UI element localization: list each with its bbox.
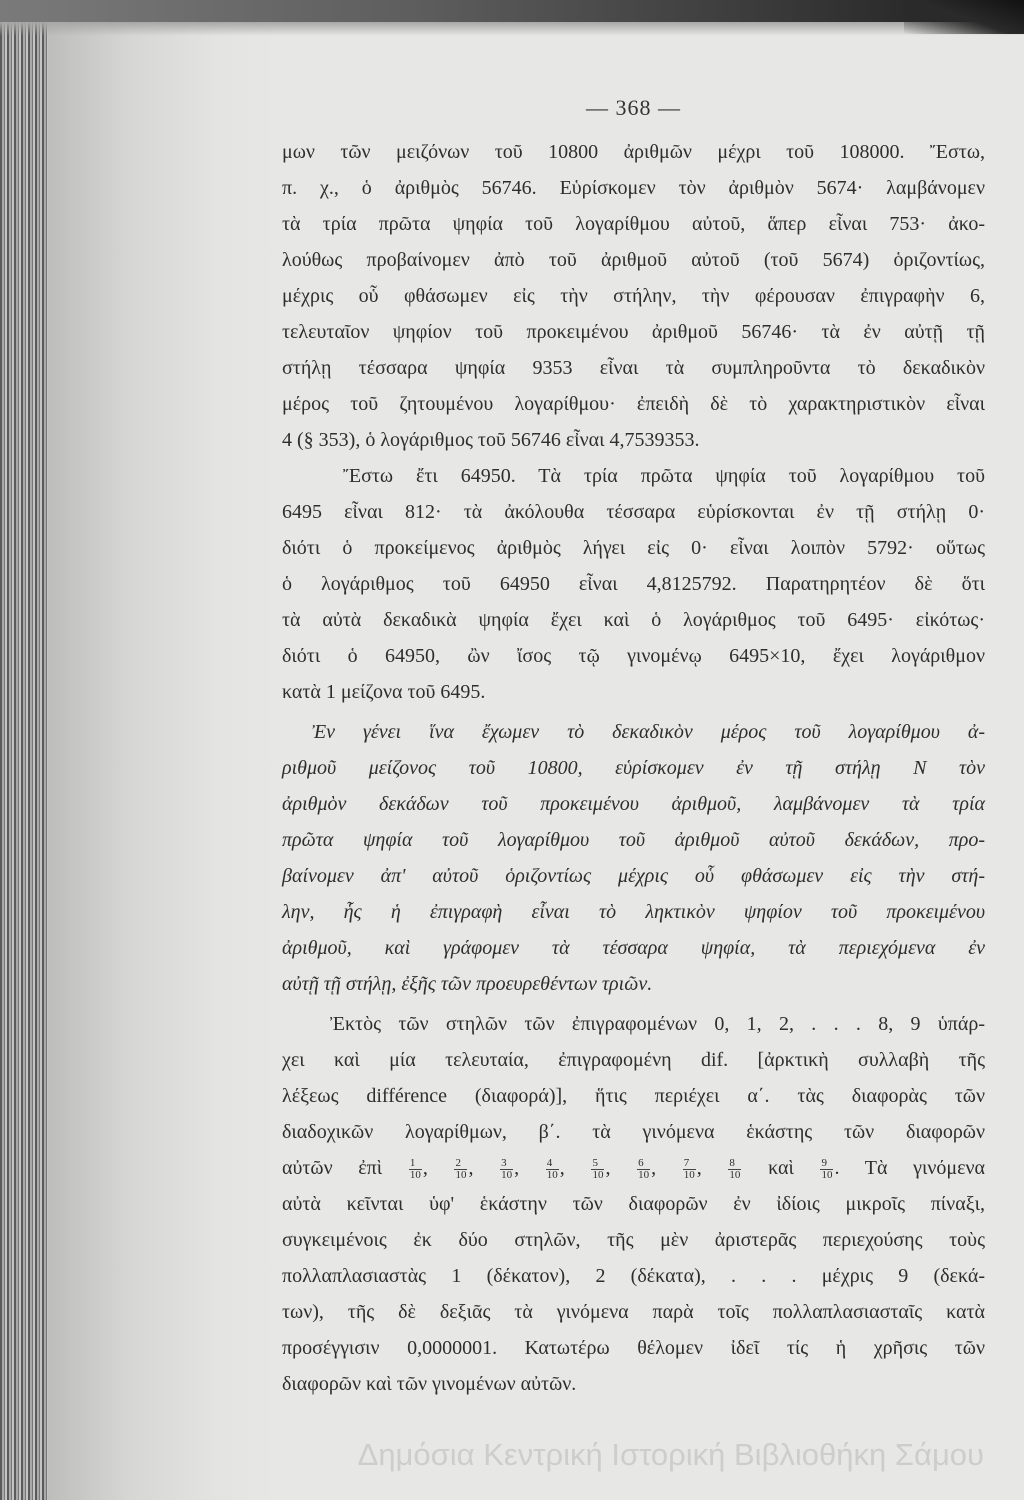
text-line: διαφορῶν καὶ τῶν γινομένων αὐτῶν. — [282, 1373, 577, 1395]
text-line: βαίνομεν ἀπ' αὐτοῦ ὁριζοντίως μέχρις οὗ φθάσωμεν εἰς τὴν στή- — [282, 865, 985, 887]
fraction-denominator: 10 — [729, 1168, 741, 1181]
paragraph-2 — [282, 458, 985, 710]
fraction-separator: , — [422, 1157, 428, 1179]
book-top-edge — [0, 0, 1024, 22]
text-line: Ἔστω ἔτι 64950. Τὰ τρία πρῶτα ψηφία τοῦ λογαρίθμου τοῦ — [343, 465, 985, 487]
text-line: τὰ αὐτὰ δεκαδικὰ ψηφία ἔχει καὶ ὁ λογάριθμος τοῦ 6495· εἰκότως· — [282, 609, 985, 631]
text-line: ἀριθμοῦ, καὶ γράφομεν τὰ τέσσαρα ψηφία, τὰ περιεχόμενα ἐν — [282, 937, 985, 959]
fraction-line-suffix: . Τὰ γινόμενα — [834, 1157, 986, 1179]
text-line: συγκειμένοις ἐκ δύο στηλῶν, τῆς μὲν ἀριστερᾶς περιεχούσης τοὺς — [282, 1229, 985, 1251]
text-line: 4 (§ 353), ὁ λογάριθμος τοῦ 56746 εἶναι 4,7539353. — [282, 429, 700, 451]
fraction-denominator: 10 — [638, 1168, 650, 1181]
fraction-numerator: 3 — [500, 1158, 513, 1170]
text-line: διότι ὁ προκείμενος ἀριθμὸς λήγει εἰς 0· εἶναι λοιπὸν 5792· οὕτως — [282, 537, 985, 559]
paragraph-1 — [282, 134, 985, 458]
text-line: λην, ἧς ἡ ἐπιγραφὴ εἶναι τὸ ληκτικὸν ψηφίον τοῦ προκειμένου — [282, 901, 985, 923]
text-line: ὁ λογάριθμος τοῦ 64950 εἶναι 4,8125792. Παρατηρητέον δὲ ὅτι — [282, 573, 985, 595]
fraction — [500, 1158, 513, 1181]
fraction-denominator: 10 — [683, 1168, 695, 1181]
text-line: λούθως προβαίνομεν ἀπὸ τοῦ ἀριθμοῦ αὐτοῦ (τοῦ 5674) ὁριζοντίως, — [282, 249, 985, 271]
text-line: τὰ τρία πρῶτα ψηφία τοῦ λογαρίθμου αὐτοῦ, ἅπερ εἶναι 753· ἀκο- — [282, 213, 985, 235]
fraction-line-prefix: αὐτῶν ἐπὶ — [282, 1157, 383, 1179]
fraction-denominator: 10 — [409, 1168, 421, 1181]
fraction-numerator: 5 — [591, 1158, 604, 1170]
text-line: στήλῃ τέσσαρα ψηφία 9353 εἶναι τὰ συμπληροῦντα τὸ δεκαδικὸν — [282, 357, 985, 379]
text-line: Ἐν γένει ἵνα ἔχωμεν τὸ δεκαδικὸν μέρος τοῦ λογαρίθμου ἀ- — [312, 721, 985, 743]
text-line-fractions — [282, 1150, 985, 1186]
text-line: τελευταῖον ψηφίον τοῦ προκειμένου ἀριθμοῦ 56746· τὰ ἐν αὐτῇ τῇ — [282, 321, 985, 343]
fraction — [546, 1158, 559, 1181]
fraction-separator: , — [605, 1157, 611, 1179]
text-line: των), τῆς δὲ δεξιᾶς τὰ γινόμενα παρὰ τοῖς πολλαπλασιασταῖς κατὰ — [282, 1301, 985, 1323]
text-line: μέρος τοῦ ζητουμένου λογαρίθμου· ἐπειδὴ δὲ τὸ χαρακτηριστικὸν εἶναι — [282, 393, 985, 415]
text-line: 6495 εἶναι 812· τὰ ἀκόλουθα τέσσαρα εὑρίσκονται ἐν τῇ στήλῃ 0· — [282, 501, 985, 523]
fraction-numerator: 2 — [454, 1158, 467, 1170]
text-line: ἀριθμὸν δεκάδων τοῦ προκειμένου ἀριθμοῦ, λαμβάνομεν τὰ τρία — [282, 793, 985, 815]
text-line: προσέγγισιν 0,0000001. Κατωτέρω θέλομεν ἰδεῖ τίς ἡ χρῆσις τῶν — [282, 1337, 985, 1359]
fraction — [454, 1158, 467, 1181]
scan-corner-shadow — [904, 0, 1024, 34]
fraction-numerator: 9 — [820, 1158, 833, 1170]
fraction-separator: , — [468, 1157, 474, 1179]
text-line: ριθμοῦ μείζονος τοῦ 10800, εὑρίσκομεν ἐν τῇ στήλῃ N τὸν — [282, 757, 985, 779]
fraction — [591, 1158, 604, 1181]
text-line: μέχρις οὗ φθάσωμεν εἰς τὴν στήλην, τὴν φέρουσαν ἐπιγραφὴν 6, — [282, 285, 985, 307]
book-page-edges — [0, 0, 48, 1500]
text-line: χει καὶ μία τελευταία, ἐπιγραφομένη dif. [ἀρκτικὴ συλλαβὴ τῆς — [282, 1049, 985, 1071]
fraction — [683, 1158, 696, 1181]
fraction-denominator: 10 — [546, 1168, 558, 1181]
fraction-separator: , — [514, 1157, 520, 1179]
text-line: αὐτῇ τῇ στήλῃ, ἐξῆς τῶν προευρεθέντων τριῶν. — [282, 973, 653, 995]
text-line: πολλαπλασιαστὰς 1 (δέκατον), 2 (δέκατα), . . . μέχρις 9 (δεκά- — [282, 1265, 985, 1287]
fraction-numerator: 4 — [546, 1158, 559, 1170]
fraction-numerator: 8 — [728, 1158, 741, 1170]
fraction — [637, 1158, 650, 1181]
fraction-denominator: 10 — [821, 1168, 833, 1181]
top-edge-shadow — [0, 22, 1024, 36]
fraction — [820, 1158, 833, 1181]
fraction-conjunction: καὶ — [768, 1157, 794, 1179]
fraction-denominator: 10 — [455, 1168, 467, 1181]
fraction-separator: , — [559, 1157, 565, 1179]
fraction-separator: , — [651, 1157, 657, 1179]
text-line: λέξεως différence (διαφορά)], ἥτις περιέχει α΄. τὰς διαφορὰς τῶν — [282, 1085, 985, 1107]
text-line: διαδοχικῶν λογαρίθμων, β΄. τὰ γινόμενα ἑκάστης τῶν διαφορῶν — [282, 1121, 985, 1143]
fraction — [409, 1158, 422, 1181]
text-line: πρῶτα ψηφία τοῦ λογαρίθμου τοῦ ἀριθμοῦ αὐτοῦ δεκάδων, προ- — [282, 829, 985, 851]
paper-shadow — [48, 0, 278, 1500]
fraction-numerator: 1 — [409, 1158, 422, 1170]
paragraph-3-italic-rule — [282, 714, 985, 1002]
fraction-numerator: 6 — [637, 1158, 650, 1170]
text-line: κατὰ 1 μείζονα τοῦ 6495. — [282, 681, 486, 703]
text-line: διότι ὁ 64950, ὢν ἴσος τῷ γινομένῳ 6495×10, ἔχει λογάριθμον — [282, 645, 985, 667]
library-watermark: Δημόσια Κεντρική Ιστορική Βιβλιοθήκη Σάμου — [357, 1437, 984, 1472]
fraction — [728, 1158, 741, 1181]
fraction-denominator: 10 — [592, 1168, 604, 1181]
page-number: — 368 — — [586, 95, 681, 120]
text-block — [282, 134, 985, 1402]
text-line: π. χ., ὁ ἀριθμὸς 56746. Εὑρίσκομεν τὸν ἀριθμὸν 5674· λαμβάνομεν — [282, 177, 985, 199]
fraction-denominator: 10 — [501, 1168, 513, 1181]
fraction-numerator: 7 — [683, 1158, 696, 1170]
text-line: Ἐκτὸς τῶν στηλῶν τῶν ἐπιγραφομένων 0, 1, 2, . . . 8, 9 ὑπάρ- — [330, 1013, 985, 1035]
paragraph-4 — [282, 1006, 985, 1402]
text-line: μων τῶν μειζόνων τοῦ 10800 ἀριθμῶν μέχρι τοῦ 108000. Ἔστω, — [282, 141, 985, 163]
fraction-separator: , — [696, 1157, 702, 1179]
text-line: αὐτὰ κεῖνται ὑφ' ἑκάστην τῶν διαφορῶν ἐν ἰδίοις μικροῖς πίναξι, — [282, 1193, 985, 1215]
